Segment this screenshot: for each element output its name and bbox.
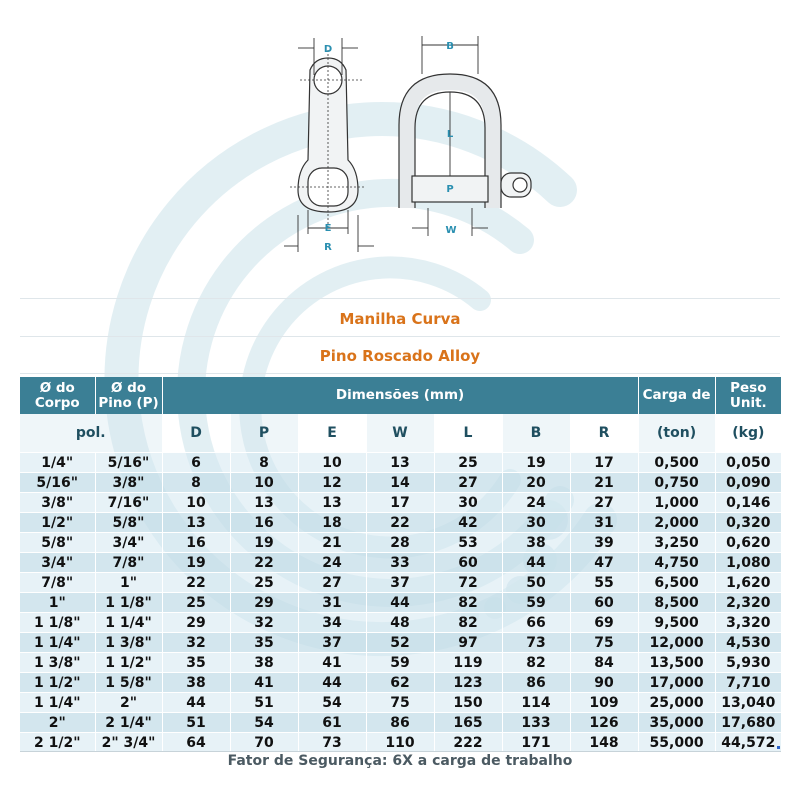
table-cell: 59 — [502, 593, 570, 613]
table-cell: 97 — [434, 633, 502, 653]
table-cell: 35,000 — [638, 713, 715, 733]
table-cell: 222 — [434, 733, 502, 753]
table-cell: 3/4" — [20, 553, 95, 573]
table-cell: 82 — [502, 653, 570, 673]
table-cell: 4,530 — [715, 633, 781, 653]
table-cell: 2 1/2" — [20, 733, 95, 753]
table-cell: 35 — [162, 653, 230, 673]
table-cell: 1 1/4" — [20, 693, 95, 713]
table-cell: 44 — [502, 553, 570, 573]
table-row — [20, 593, 781, 613]
table-cell: 47 — [570, 553, 638, 573]
table-cell: 1 3/8" — [20, 653, 95, 673]
table-row — [20, 473, 781, 493]
table-cell: 5/8" — [20, 533, 95, 553]
table-cell: 52 — [366, 633, 434, 653]
table-cell: 73 — [298, 733, 366, 753]
table-cell: 22 — [366, 513, 434, 533]
table-cell: 119 — [434, 653, 502, 673]
table-cell: 59 — [366, 653, 434, 673]
table-cell: 114 — [502, 693, 570, 713]
table-cell: 5/8" — [95, 513, 162, 533]
table-row — [20, 733, 781, 753]
divider — [20, 373, 780, 374]
table-cell: 25 — [434, 453, 502, 473]
table-cell: 33 — [366, 553, 434, 573]
shackle-technical-drawing — [270, 30, 560, 260]
table-cell: 16 — [230, 513, 298, 533]
table-cell: 0,146 — [715, 493, 781, 513]
table-cell: 21 — [570, 473, 638, 493]
divider — [20, 298, 780, 299]
table-cell: 28 — [366, 533, 434, 553]
table-cell: 32 — [230, 613, 298, 633]
table-cell: 1 1/2" — [95, 653, 162, 673]
dim-label-r: R — [324, 242, 332, 253]
table-cell: 9,500 — [638, 613, 715, 633]
table-cell: 86 — [502, 673, 570, 693]
table-cell: 1 1/2" — [20, 673, 95, 693]
table-cell: 38 — [502, 533, 570, 553]
table-cell: 30 — [502, 513, 570, 533]
specification-table — [20, 377, 781, 752]
subheader-peso: (kg) — [715, 414, 781, 453]
table-cell: 51 — [230, 693, 298, 713]
table-cell: 13 — [230, 493, 298, 513]
table-cell: 6,500 — [638, 573, 715, 593]
dim-label-b: B — [446, 41, 454, 52]
table-cell: 14 — [366, 473, 434, 493]
table-row — [20, 693, 781, 713]
table-cell: 66 — [502, 613, 570, 633]
corner-marker — [777, 746, 780, 749]
table-cell: 64 — [162, 733, 230, 753]
table-row — [20, 653, 781, 673]
table-cell: 7/8" — [20, 573, 95, 593]
table-cell: 50 — [502, 573, 570, 593]
table-cell: 5/16" — [95, 453, 162, 473]
table-cell: 2,000 — [638, 513, 715, 533]
table-cell: 2" — [20, 713, 95, 733]
table-cell: 1,000 — [638, 493, 715, 513]
table-cell: 38 — [162, 673, 230, 693]
table-cell: 8 — [230, 453, 298, 473]
table-cell: 19 — [230, 533, 298, 553]
dim-label-e: E — [324, 223, 332, 234]
table-cell: 0,750 — [638, 473, 715, 493]
table-row — [20, 713, 781, 733]
table-cell: 5,930 — [715, 653, 781, 673]
table-cell: 31 — [298, 593, 366, 613]
table-cell: 54 — [230, 713, 298, 733]
table-cell: 44 — [298, 673, 366, 693]
table-cell: 84 — [570, 653, 638, 673]
table-cell: 0,090 — [715, 473, 781, 493]
subheader-w: W — [366, 414, 434, 453]
table-cell: 1 1/4" — [20, 633, 95, 653]
table-cell: 8 — [162, 473, 230, 493]
table-cell: 73 — [502, 633, 570, 653]
table-cell: 110 — [366, 733, 434, 753]
product-title: Manilha Curva — [339, 310, 461, 328]
table-cell: 61 — [298, 713, 366, 733]
table-cell: 25 — [162, 593, 230, 613]
header-dimensoes: Dimensões (mm) — [162, 377, 638, 414]
table-cell: 7/8" — [95, 553, 162, 573]
table-cell: 1,080 — [715, 553, 781, 573]
table-cell: 20 — [502, 473, 570, 493]
table-cell: 25 — [230, 573, 298, 593]
table-cell: 90 — [570, 673, 638, 693]
table-cell: 2" 3/4" — [95, 733, 162, 753]
table-cell: 2,320 — [715, 593, 781, 613]
table-cell: 1,620 — [715, 573, 781, 593]
table-row — [20, 533, 781, 553]
table-row — [20, 453, 781, 473]
header-pino: Ø do Pino (P) — [95, 377, 162, 414]
table-cell: 126 — [570, 713, 638, 733]
table-cell: 72 — [434, 573, 502, 593]
table-cell: 24 — [502, 493, 570, 513]
table-cell: 21 — [298, 533, 366, 553]
table-cell: 1/2" — [20, 513, 95, 533]
table-cell: 17 — [366, 493, 434, 513]
table-cell: 5/16" — [20, 473, 95, 493]
table-cell: 0,320 — [715, 513, 781, 533]
table-cell: 44,572 — [715, 733, 781, 753]
table-cell: 13,040 — [715, 693, 781, 713]
table-cell: 70 — [230, 733, 298, 753]
table-cell: 41 — [298, 653, 366, 673]
table-cell: 1 3/8" — [95, 633, 162, 653]
header-peso: Peso Unit. — [715, 377, 781, 414]
table-cell: 1 1/4" — [95, 613, 162, 633]
table-cell: 34 — [298, 613, 366, 633]
table-cell: 13 — [366, 453, 434, 473]
dim-label-l: L — [446, 129, 454, 140]
table-cell: 4,750 — [638, 553, 715, 573]
product-subtitle: Pino Roscado Alloy — [319, 347, 481, 365]
table-cell: 53 — [434, 533, 502, 553]
table-cell: 55 — [570, 573, 638, 593]
table-cell: 22 — [162, 573, 230, 593]
table-cell: 0,620 — [715, 533, 781, 553]
table-body — [20, 453, 781, 753]
header-corpo: Ø do Corpo — [20, 377, 95, 414]
table-cell: 123 — [434, 673, 502, 693]
table-cell: 31 — [570, 513, 638, 533]
table-cell: 16 — [162, 533, 230, 553]
safety-factor-note: Fator de Segurança: 6X a carga de trabalho — [227, 753, 573, 769]
table-cell: 37 — [298, 633, 366, 653]
table-cell: 48 — [366, 613, 434, 633]
table-cell: 3,250 — [638, 533, 715, 553]
table-cell: 18 — [298, 513, 366, 533]
table-cell: 24 — [298, 553, 366, 573]
table-cell: 27 — [434, 473, 502, 493]
table-cell: 1" — [95, 573, 162, 593]
table-row — [20, 673, 781, 693]
table-row — [20, 613, 781, 633]
subheader-e: E — [298, 414, 366, 453]
table-cell: 1" — [20, 593, 95, 613]
table-cell: 51 — [162, 713, 230, 733]
table-cell: 22 — [230, 553, 298, 573]
table-cell: 82 — [434, 613, 502, 633]
subheader-r: R — [570, 414, 638, 453]
table-cell: 39 — [570, 533, 638, 553]
table-cell: 13 — [298, 493, 366, 513]
table-cell: 3/8" — [95, 473, 162, 493]
subheader-pol: pol. — [20, 414, 162, 453]
table-cell: 17,680 — [715, 713, 781, 733]
table-row — [20, 633, 781, 653]
table-cell: 150 — [434, 693, 502, 713]
dim-label-d: D — [323, 44, 333, 55]
table-row — [20, 553, 781, 573]
table-row — [20, 513, 781, 533]
table-cell: 30 — [434, 493, 502, 513]
table-cell: 165 — [434, 713, 502, 733]
table-cell: 62 — [366, 673, 434, 693]
table-cell: 109 — [570, 693, 638, 713]
table-cell: 1/4" — [20, 453, 95, 473]
table-cell: 86 — [366, 713, 434, 733]
table-cell: 1 1/8" — [20, 613, 95, 633]
header-carga: Carga de — [638, 377, 715, 414]
table-cell: 27 — [298, 573, 366, 593]
table-cell: 60 — [570, 593, 638, 613]
subheader-l: L — [434, 414, 502, 453]
table-cell: 19 — [162, 553, 230, 573]
table-cell: 12 — [298, 473, 366, 493]
table-cell: 38 — [230, 653, 298, 673]
table-cell: 133 — [502, 713, 570, 733]
table-cell: 2" — [95, 693, 162, 713]
table-cell: 1 1/8" — [95, 593, 162, 613]
table-cell: 17,000 — [638, 673, 715, 693]
subheader-b: B — [502, 414, 570, 453]
table-cell: 42 — [434, 513, 502, 533]
table-cell: 13,500 — [638, 653, 715, 673]
table-row — [20, 493, 781, 513]
table-cell: 7/16" — [95, 493, 162, 513]
table-cell: 41 — [230, 673, 298, 693]
table-cell: 82 — [434, 593, 502, 613]
table-cell: 148 — [570, 733, 638, 753]
table-cell: 10 — [230, 473, 298, 493]
table-cell: 75 — [366, 693, 434, 713]
table-cell: 0,500 — [638, 453, 715, 473]
table-row — [20, 573, 781, 593]
table-cell: 44 — [366, 593, 434, 613]
table-cell: 69 — [570, 613, 638, 633]
table-cell: 13 — [162, 513, 230, 533]
table-cell: 32 — [162, 633, 230, 653]
table-cell: 171 — [502, 733, 570, 753]
table-cell: 44 — [162, 693, 230, 713]
table-cell: 6 — [162, 453, 230, 473]
table-cell: 0,050 — [715, 453, 781, 473]
table-cell: 55,000 — [638, 733, 715, 753]
table-cell: 10 — [298, 453, 366, 473]
table-cell: 29 — [162, 613, 230, 633]
table-cell: 1 5/8" — [95, 673, 162, 693]
table-bottom-rule — [20, 751, 781, 752]
divider — [20, 336, 780, 337]
table-cell: 35 — [230, 633, 298, 653]
table-cell: 3,320 — [715, 613, 781, 633]
table-cell: 12,000 — [638, 633, 715, 653]
table-cell: 60 — [434, 553, 502, 573]
table-cell: 19 — [502, 453, 570, 473]
table-cell: 29 — [230, 593, 298, 613]
subheader-p: P — [230, 414, 298, 453]
table-cell: 37 — [366, 573, 434, 593]
table-cell: 2 1/4" — [95, 713, 162, 733]
table-cell: 75 — [570, 633, 638, 653]
dim-label-p: P — [446, 184, 454, 195]
subheader-carga: (ton) — [638, 414, 715, 453]
table-cell: 3/4" — [95, 533, 162, 553]
subheader-d: D — [162, 414, 230, 453]
table-cell: 3/8" — [20, 493, 95, 513]
table-cell: 8,500 — [638, 593, 715, 613]
table-cell: 27 — [570, 493, 638, 513]
table-cell: 25,000 — [638, 693, 715, 713]
table-cell: 54 — [298, 693, 366, 713]
table-cell: 10 — [162, 493, 230, 513]
table-cell: 7,710 — [715, 673, 781, 693]
table-cell: 17 — [570, 453, 638, 473]
dim-label-w: W — [445, 225, 457, 236]
